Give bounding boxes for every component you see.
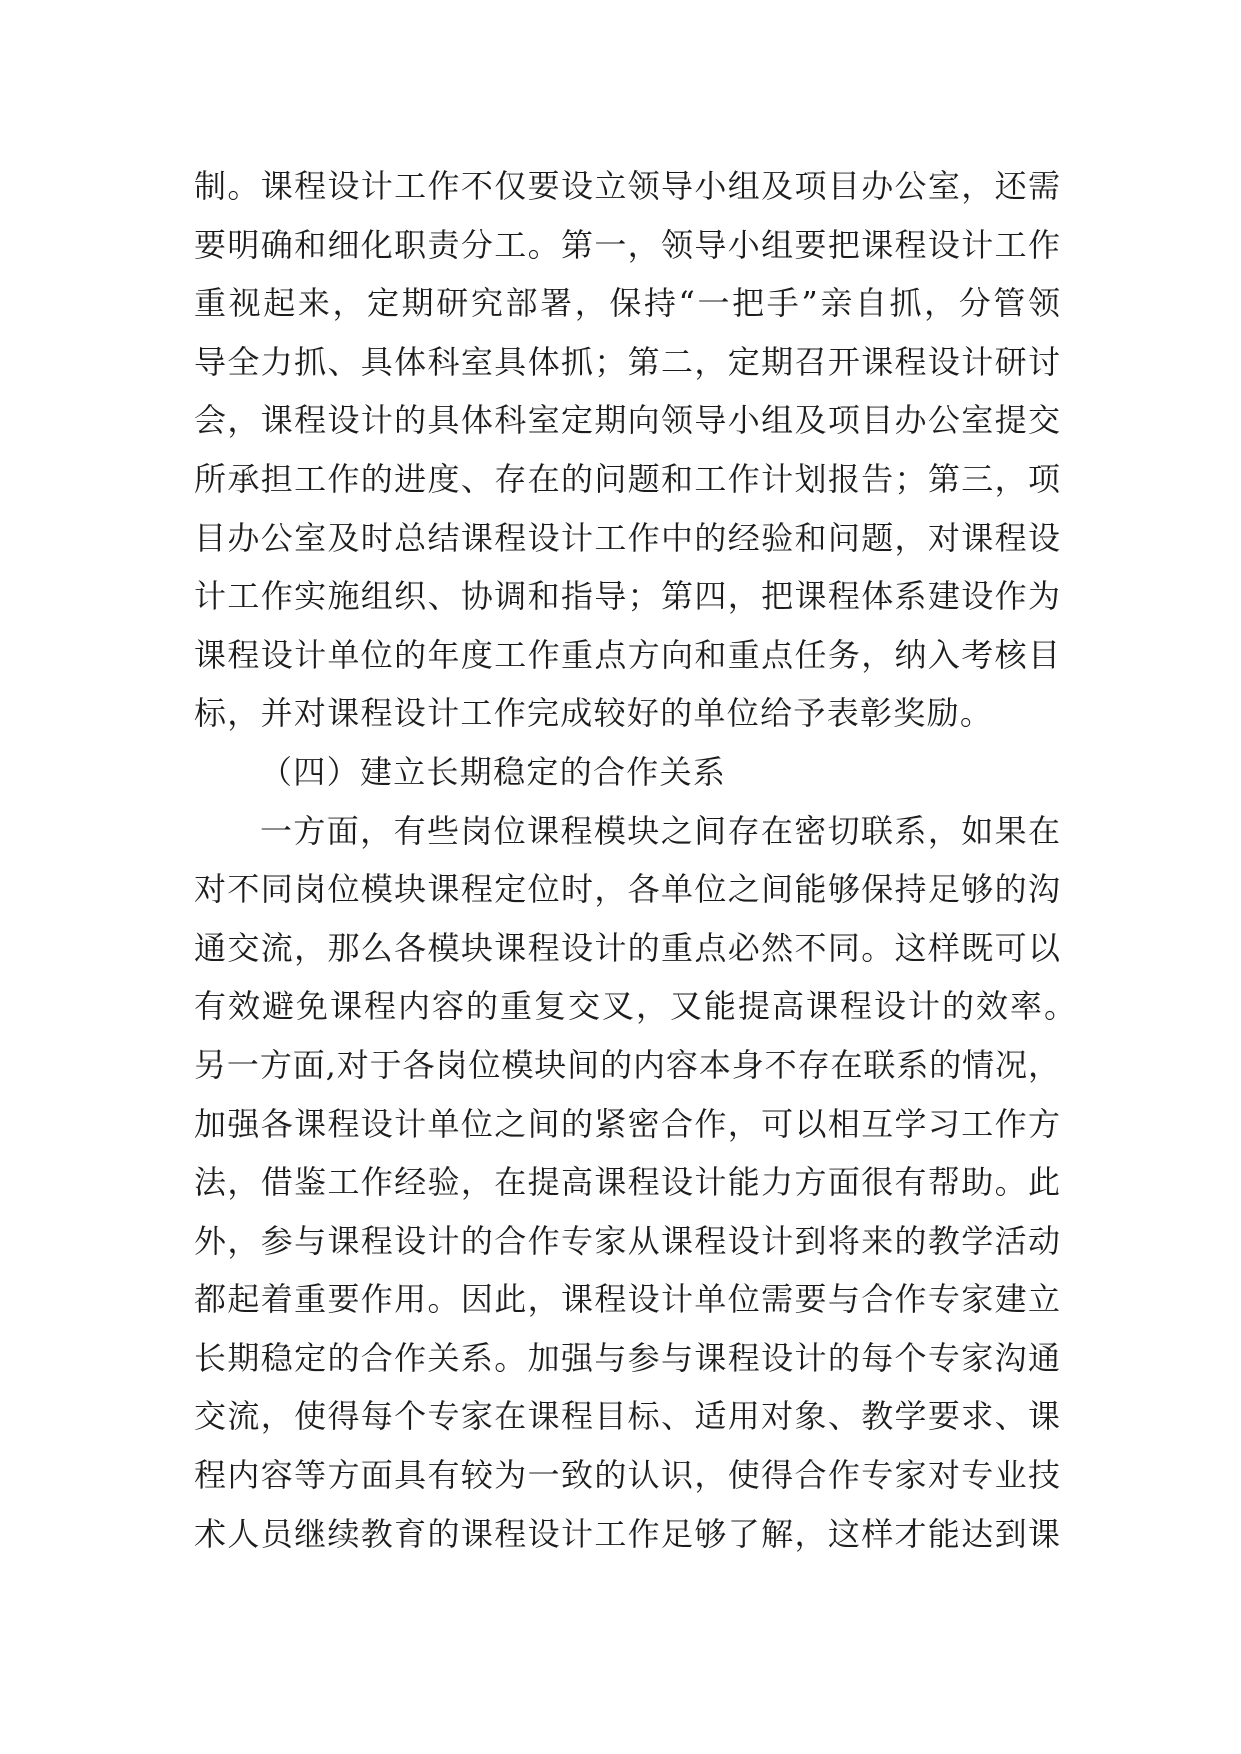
text-line: 会，课程设计的具体科室定期向领导小组及项目办公室提交 [194,401,1060,440]
paragraph [194,802,1076,1564]
text-line: 术人员继续教育的课程设计工作足够了解，这样才能达到课 [194,1514,1060,1553]
text-line: 制。课程设计工作不仅要设立领导小组及项目办公室，还需 [194,167,1060,205]
text-line: 对不同岗位模块课程定位时，各单位之间能够保持足够的沟 [194,870,1060,909]
continued-paragraph [194,157,1060,743]
text-line: 课程设计单位的年度工作重点方向和重点任务，纳入考核目 [194,635,1060,674]
text-line: 目办公室及时总结课程设计工作中的经验和问题，对课程设 [194,518,1060,557]
text-line: 另一方面,对于各岗位模块间的内容本身不存在联系的情况， [194,1045,1060,1084]
text-line: 所承担工作的进度、存在的问题和工作计划报告；第三，项 [194,459,1060,498]
text-line: 外，参与课程设计的合作专家从课程设计到将来的教学活动 [194,1221,1060,1260]
text-line: 标，并对课程设计工作完成较好的单位给予表彰奖励。 [194,694,994,733]
text-line: 程内容等方面具有较为一致的认识，使得合作专家对专业技 [194,1456,1060,1495]
text-line: 一方面，有些岗位课程模块之间存在密切联系，如果在 [260,811,1060,850]
document-body [194,157,1076,1563]
text-line: 加强各课程设计单位之间的紧密合作，可以相互学习工作方 [194,1104,1060,1143]
text-line: 都起着重要作用。因此，课程设计单位需要与合作专家建立 [194,1280,1060,1319]
text-line: 有效避免课程内容的重复交叉，又能提高课程设计的效率。 [194,987,1076,1026]
text-line: 交流，使得每个专家在课程目标、适用对象、教学要求、课 [194,1397,1060,1436]
text-line: 导全力抓、具体科室具体抓；第二，定期召开课程设计研讨 [194,342,1060,381]
text-line: 通交流，那么各模块课程设计的重点必然不同。这样既可以 [194,928,1060,967]
text-line: 长期稳定的合作关系。加强与参与课程设计的每个专家沟通 [194,1338,1060,1377]
text-line: 计工作实施组织、协调和指导；第四，把课程体系建设作为 [194,577,1060,616]
text-line: 重视起来，定期研究部署，保持“一把手”亲自抓，分管领 [194,284,1060,323]
section-heading: （四）建立长期稳定的合作关系 [260,752,727,791]
text-line: 要明确和细化职责分工。第一，领导小组要把课程设计工作 [194,225,1060,264]
text-line: 法，借鉴工作经验，在提高课程设计能力方面很有帮助。此 [194,1163,1060,1202]
